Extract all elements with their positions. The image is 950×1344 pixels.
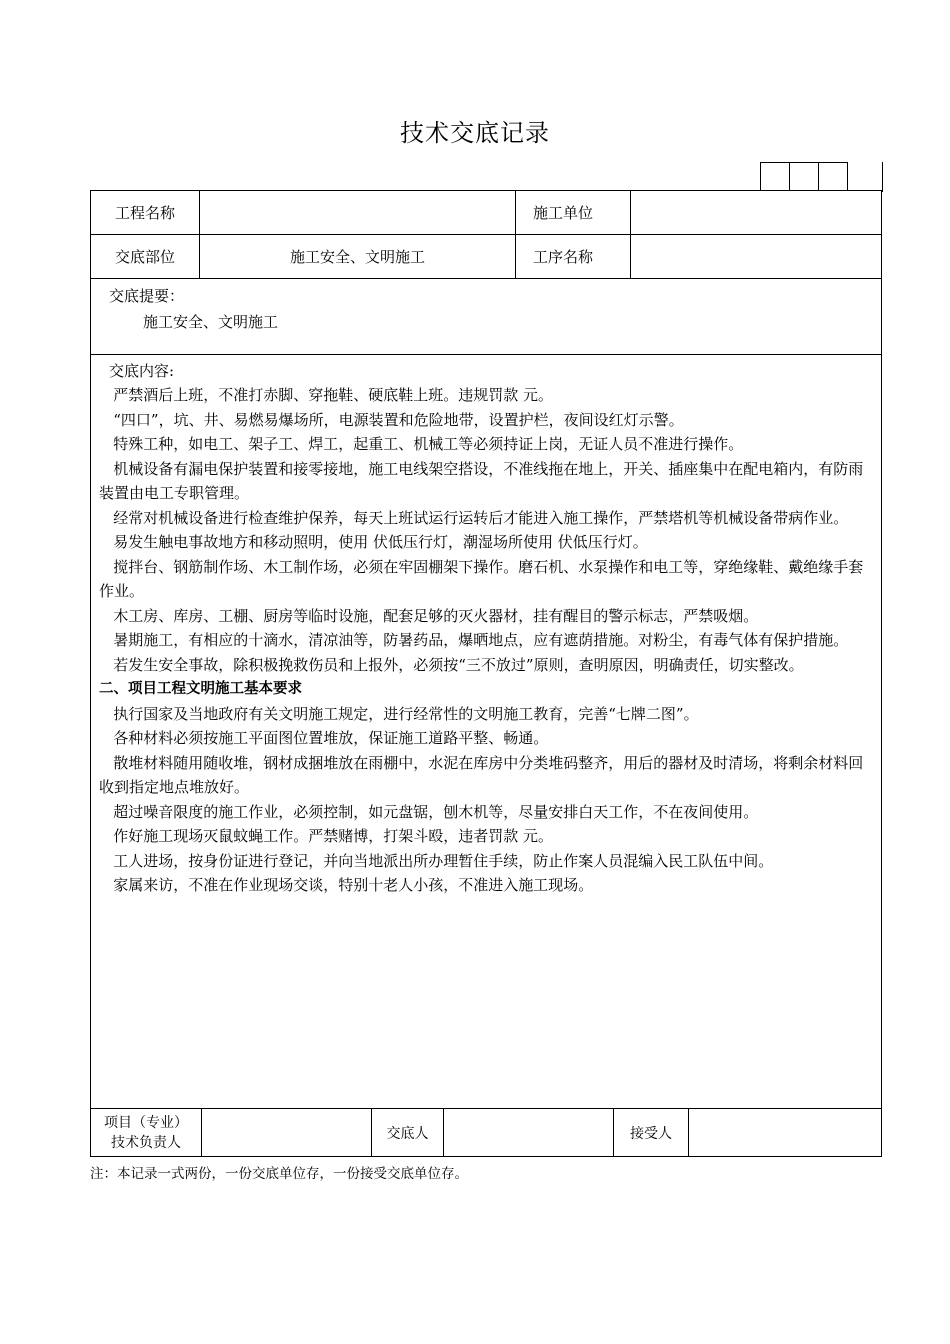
row-project bbox=[91, 191, 881, 235]
tech-lead-label-line1: 项目（专业） bbox=[104, 1114, 188, 1131]
divider bbox=[882, 162, 883, 192]
content-paragraph: 易发生触电事故地方和移动照明，使用 伏低压行灯，潮湿场所使用 伏低压行灯。 bbox=[113, 533, 648, 551]
part-field[interactable]: 施工安全、文明施工 bbox=[200, 235, 516, 278]
content-paragraph: 搅拌台、钢筋制作场、木工制作场，必须在牢固棚架下操作。磨石机、水泵操作和电工等，穿绝缘鞋、戴绝缘手套作业。 bbox=[99, 557, 864, 600]
content-section bbox=[91, 355, 881, 1109]
project-name-field[interactable] bbox=[200, 191, 516, 234]
record-table bbox=[90, 190, 882, 1157]
content-paragraph: 若发生安全事故，除积极挽救伤员和上报外，必须按“三不放过”原则，查明原因，明确责任，切实整改。 bbox=[113, 655, 804, 674]
record-number-boxes bbox=[760, 162, 848, 190]
receiver-field[interactable] bbox=[689, 1109, 881, 1156]
content-paragraph: 各种材料必须按施工平面图位置堆放，保证施工道路平整、畅通。 bbox=[113, 729, 549, 747]
section-heading: 二、项目工程文明施工基本要求 bbox=[99, 681, 302, 697]
content-paragraph: 暑期施工，有相应的十滴水，清凉油等，防暑药品，爆晒地点，应有遮荫措施。对粉尘，有毒气体有保护措施。 bbox=[113, 631, 849, 649]
record-number-box[interactable] bbox=[760, 162, 789, 191]
receiver-label: 接受人 bbox=[614, 1109, 689, 1156]
discloser-field[interactable] bbox=[444, 1109, 614, 1156]
footnote: 注：本记录一式两份，一份交底单位存，一份接受交底单位存。 bbox=[90, 1166, 468, 1182]
content-body bbox=[99, 383, 875, 898]
construction-unit-label: 施工单位 bbox=[516, 191, 631, 234]
tech-lead-label bbox=[91, 1109, 202, 1156]
summary-section bbox=[91, 279, 881, 355]
tech-lead-label-line2: 技术负责人 bbox=[111, 1134, 181, 1151]
content-paragraph: 执行国家及当地政府有关文明施工规定，进行经常性的文明施工教育，完善“七牌二图”。 bbox=[113, 704, 699, 723]
content-paragraph: 经常对机械设备进行检查维护保养，每天上班试运行运转后才能进入施工操作，严禁塔机等机械设备带病作业。 bbox=[113, 508, 849, 527]
summary-text: 施工安全、文明施工 bbox=[143, 313, 279, 331]
content-paragraph: 家属来访，不准在作业现场交谈，特别十老人小孩，不准进入施工现场。 bbox=[113, 876, 594, 894]
content-paragraph: 超过噪音限度的施工作业，必须控制，如元盘锯，刨木机等，尽量安排白天工作，不在夜间使用。 bbox=[113, 802, 759, 821]
record-number-box[interactable] bbox=[818, 162, 848, 191]
process-label: 工序名称 bbox=[516, 235, 631, 278]
content-paragraph: 特殊工种，如电工、架子工、焊工，起重工、机械工等必须持证上岗，无证人员不准进行操作。 bbox=[113, 435, 744, 453]
record-number-box[interactable] bbox=[789, 162, 818, 191]
tech-lead-field[interactable] bbox=[202, 1109, 372, 1156]
content-paragraph: 机械设备有漏电保护装置和接零接地，施工电线架空搭设，不准线拖在地上，开关、插座集中在配电箱内，有防雨装置由电工专职管理。 bbox=[99, 459, 864, 502]
process-field[interactable] bbox=[631, 235, 881, 278]
content-paragraph: 工人进场，按身份证进行登记，并向当地派出所办理暂住手续，防止作案人员混编入民工队伍中间。 bbox=[113, 851, 774, 870]
content-paragraph: 散堆材料随用随收堆，钢材成捆堆放在雨棚中，水泥在库房中分类堆码整齐，用后的器材及时清场，将剩余材料回收到指定地点堆放好。 bbox=[99, 753, 864, 796]
page-title: 技术交底记录 bbox=[400, 119, 550, 147]
content-paragraph: 作好施工现场灭鼠蚊蝇工作。严禁赌博，打架斗殴，违者罚款 元。 bbox=[113, 827, 554, 845]
content-paragraph: 严禁酒后上班，不准打赤脚、穿拖鞋、硬底鞋上班。违规罚款 元。 bbox=[113, 386, 554, 404]
summary-label: 交底提要： bbox=[109, 287, 185, 305]
signature-row bbox=[91, 1109, 881, 1156]
construction-unit-field[interactable] bbox=[631, 191, 881, 234]
content-label: 交底内容: bbox=[109, 362, 175, 380]
discloser-label: 交底人 bbox=[372, 1109, 444, 1156]
part-label: 交底部位 bbox=[91, 235, 200, 278]
project-name-label: 工程名称 bbox=[91, 191, 200, 234]
content-paragraph: “四口”，坑、井、易燃易爆场所，电源装置和危险地带，设置护栏，夜间设红灯示警。 bbox=[113, 410, 684, 429]
content-paragraph: 木工房、库房、工棚、厨房等临时设施，配套足够的灭火器材，挂有醒目的警示标志，严禁吸烟。 bbox=[113, 606, 759, 625]
row-part bbox=[91, 235, 881, 279]
